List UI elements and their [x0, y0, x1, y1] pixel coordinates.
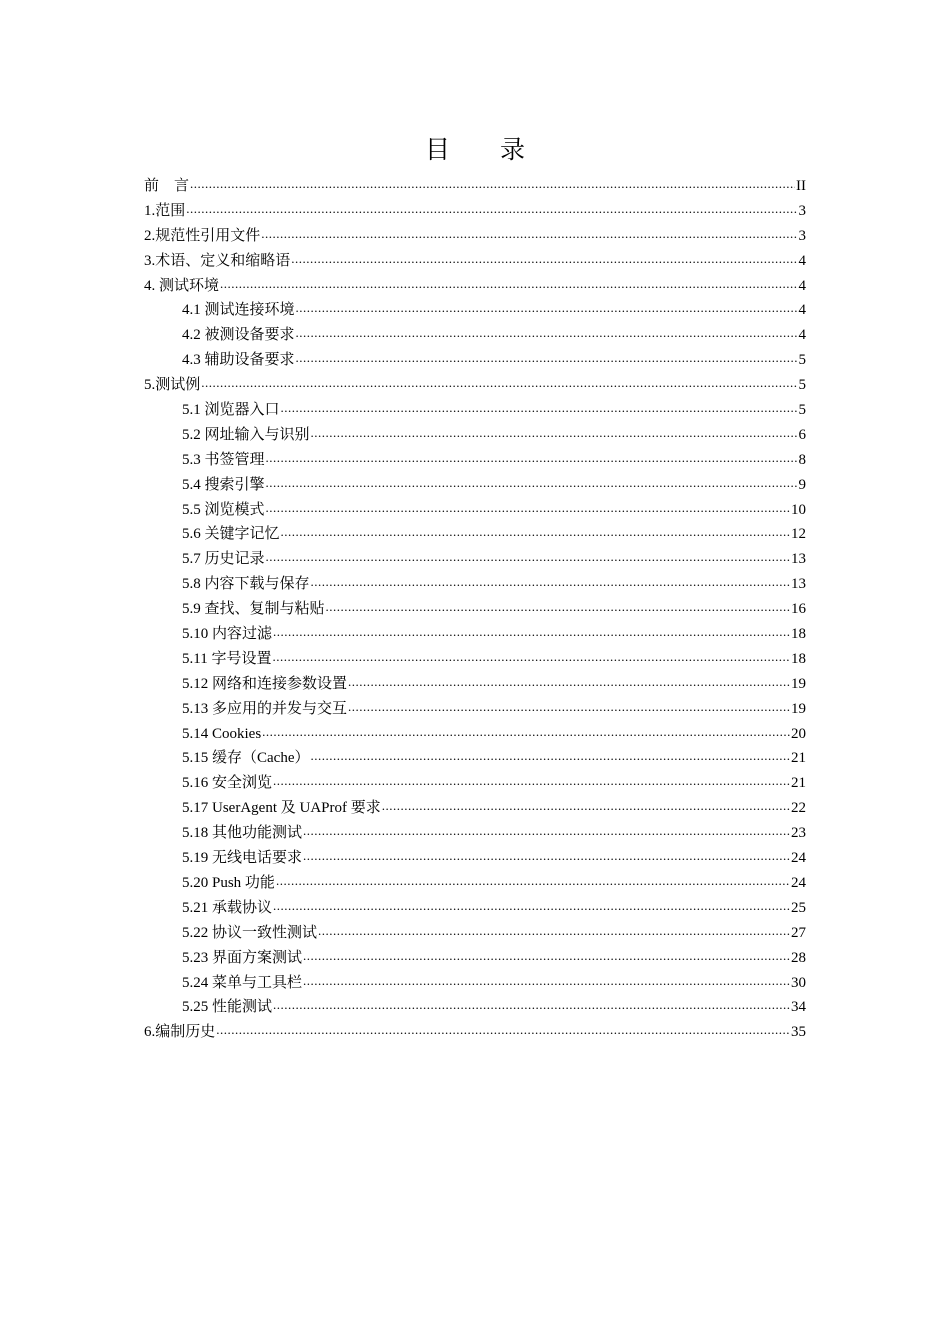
toc-entry-page: 5: [798, 352, 806, 369]
toc-leader-dots: [220, 272, 797, 297]
toc-entry-page: 12: [791, 526, 806, 543]
toc-entry[interactable]: [144, 298, 806, 323]
toc-entry-label: 5.19 无线电话要求: [182, 850, 303, 867]
toc-leader-dots: [266, 471, 798, 496]
toc-entry[interactable]: [144, 722, 806, 747]
toc-leader-dots: [273, 993, 790, 1018]
toc-entry-page: 19: [791, 700, 806, 717]
toc-entry-page: 23: [791, 825, 806, 842]
toc-entry-page: 5: [798, 377, 806, 394]
toc-entry[interactable]: [144, 1020, 806, 1045]
toc-leader-dots: [216, 1018, 790, 1043]
toc-leader-dots: [273, 769, 790, 794]
toc-entry[interactable]: [144, 423, 806, 448]
toc-entry-label: 5.18 其他功能测试: [182, 825, 303, 842]
toc-entry-page: 16: [791, 601, 806, 618]
toc-entry[interactable]: [144, 771, 806, 796]
toc-entry-label: 5.4 搜索引擎: [182, 476, 265, 493]
toc-entry-label: 5.15 缓存（Cache）: [182, 750, 310, 767]
toc-entry[interactable]: [144, 547, 806, 572]
toc-leader-dots: [276, 869, 790, 894]
toc-entry-label: 5.9 查找、复制与粘贴: [182, 601, 325, 618]
toc-leader-dots: [303, 969, 790, 994]
toc-entry[interactable]: [144, 373, 806, 398]
toc-entry[interactable]: [144, 746, 806, 771]
toc-entry-page: 34: [791, 999, 806, 1016]
toc-entry-label: 5.25 性能测试: [182, 999, 273, 1016]
toc-entry-label: 5.8 内容下载与保存: [182, 576, 310, 593]
toc-entry-label: 5.7 历史记录: [182, 551, 265, 568]
toc-entry-page: 22: [791, 800, 806, 817]
toc-entry-page: 4: [798, 327, 806, 344]
toc-entry[interactable]: [144, 921, 806, 946]
toc-entry-page: 21: [791, 775, 806, 792]
toc-entry[interactable]: [144, 473, 806, 498]
toc-entry-page: 21: [791, 750, 806, 767]
toc-leader-dots: [296, 296, 798, 321]
toc-entry-page: 3: [798, 227, 806, 244]
toc-leader-dots: [201, 371, 797, 396]
toc-leader-dots: [310, 744, 790, 769]
toc-leader-dots: [311, 570, 790, 595]
toc-entry[interactable]: [144, 971, 806, 996]
toc-entry-label: 5.2 网址输入与识别: [182, 426, 310, 443]
toc-entry[interactable]: [144, 199, 806, 224]
toc-entry[interactable]: [144, 796, 806, 821]
toc-entry[interactable]: [144, 522, 806, 547]
toc-entry-page: 24: [791, 850, 806, 867]
toc-entry-page: 30: [791, 974, 806, 991]
toc-entry-label: 4. 测试环境: [144, 277, 220, 294]
toc-entry-page: 19: [791, 675, 806, 692]
toc-leader-dots: [311, 421, 798, 446]
toc-leader-dots: [348, 695, 790, 720]
toc-entry-page: II: [796, 178, 806, 194]
toc-entry[interactable]: [144, 821, 806, 846]
toc-entry[interactable]: [144, 448, 806, 473]
toc-entry-page: 18: [791, 626, 806, 643]
toc-leader-dots: [262, 720, 790, 745]
toc-entry[interactable]: [144, 896, 806, 921]
toc-leader-dots: [273, 894, 790, 919]
toc-entry[interactable]: [144, 572, 806, 597]
toc-entry-label: 5.16 安全浏览: [182, 775, 273, 792]
toc-leader-dots: [318, 919, 790, 944]
toc-entry-label: 5.13 多应用的并发与交互: [182, 700, 348, 717]
toc-entry-label: 5.14 Cookies: [182, 725, 262, 742]
toc-entry-label: 5.22 协议一致性测试: [182, 924, 318, 941]
toc-leader-dots: [266, 545, 790, 570]
toc-entry-page: 13: [791, 576, 806, 593]
toc-leader-dots: [303, 944, 790, 969]
toc-entry-page: 20: [791, 725, 806, 742]
toc-entry-label: 5.20 Push 功能: [182, 874, 275, 891]
toc-entry[interactable]: [144, 174, 806, 199]
toc-entry-label: 5.17 UserAgent 及 UAProf 要求: [182, 800, 381, 817]
toc-entry[interactable]: [144, 622, 806, 647]
toc-entry-label: 4.3 辅助设备要求: [182, 352, 295, 369]
toc-leader-dots: [348, 670, 790, 695]
toc-entry-page: 24: [791, 874, 806, 891]
toc-entry[interactable]: [144, 946, 806, 971]
toc-entry-label: 5.21 承载协议: [182, 899, 273, 916]
toc-entry-label: 5.测试例: [144, 377, 201, 394]
toc-leader-dots: [261, 222, 797, 247]
toc-entry-page: 9: [798, 476, 806, 493]
toc-entry[interactable]: [144, 871, 806, 896]
toc-entry-label: 5.24 菜单与工具栏: [182, 974, 303, 991]
toc-entry[interactable]: [144, 274, 806, 299]
toc-entry[interactable]: [144, 995, 806, 1020]
toc-entry-page: 25: [791, 899, 806, 916]
toc-entry[interactable]: [144, 697, 806, 722]
toc-entry-label: 5.10 内容过滤: [182, 626, 273, 643]
toc-entry-label: 前 言: [144, 178, 190, 194]
toc-entry-page: 27: [791, 924, 806, 941]
toc-entry-label: 5.3 书签管理: [182, 451, 265, 468]
toc-leader-dots: [326, 595, 790, 620]
toc-leader-dots: [266, 496, 790, 521]
toc-entry-page: 10: [791, 501, 806, 518]
toc-entry-page: 13: [791, 551, 806, 568]
toc-entry[interactable]: [144, 398, 806, 423]
toc-entry-label: 3.术语、定义和缩略语: [144, 252, 291, 269]
toc-leader-dots: [296, 321, 798, 346]
toc-entry-page: 5: [798, 402, 806, 419]
toc-entry-label: 5.6 关键字记忆: [182, 526, 280, 543]
toc-entry[interactable]: [144, 348, 806, 373]
toc-entry-label: 4.1 测试连接环境: [182, 302, 295, 319]
toc-entry-page: 4: [798, 277, 806, 294]
toc-leader-dots: [382, 794, 790, 819]
toc-entry-page: 4: [798, 252, 806, 269]
toc-entry-label: 4.2 被测设备要求: [182, 327, 295, 344]
page-title: 目 录: [424, 135, 525, 164]
toc-entry-label: 5.5 浏览模式: [182, 501, 265, 518]
toc-entry-label: 5.11 字号设置: [182, 650, 272, 667]
toc-leader-dots: [281, 520, 790, 545]
toc-entry-page: 28: [791, 949, 806, 966]
toc-entry[interactable]: [144, 672, 806, 697]
toc-leader-dots: [186, 197, 797, 222]
toc-entry[interactable]: [144, 498, 806, 523]
toc-entry[interactable]: [144, 323, 806, 348]
toc-leader-dots: [291, 247, 797, 272]
toc-entry-label: 6.编制历史: [144, 1024, 216, 1041]
toc-entry-label: 5.12 网络和连接参数设置: [182, 675, 348, 692]
toc-entry[interactable]: [144, 224, 806, 249]
toc-leader-dots: [281, 396, 798, 421]
toc-leader-dots: [190, 172, 795, 197]
toc-leader-dots: [273, 620, 790, 645]
toc-entry-page: 35: [791, 1024, 806, 1041]
toc-leader-dots: [272, 645, 790, 670]
toc-leader-dots: [296, 346, 798, 371]
toc-entry-page: 3: [798, 202, 806, 219]
toc-leader-dots: [266, 446, 798, 471]
table-of-contents: [144, 174, 806, 1045]
toc-entry[interactable]: [144, 846, 806, 871]
toc-entry-page: 18: [791, 650, 806, 667]
toc-leader-dots: [303, 819, 790, 844]
toc-entry-page: 8: [798, 451, 806, 468]
toc-entry-label: 5.1 浏览器入口: [182, 402, 280, 419]
toc-entry-label: 1.范围: [144, 202, 186, 219]
toc-leader-dots: [303, 844, 790, 869]
toc-entry[interactable]: [144, 597, 806, 622]
toc-entry-label: 5.23 界面方案测试: [182, 949, 303, 966]
toc-entry[interactable]: [144, 249, 806, 274]
toc-entry[interactable]: [144, 647, 806, 672]
toc-entry-label: 2.规范性引用文件: [144, 227, 261, 244]
toc-entry-page: 6: [798, 426, 806, 443]
toc-entry-page: 4: [798, 302, 806, 319]
